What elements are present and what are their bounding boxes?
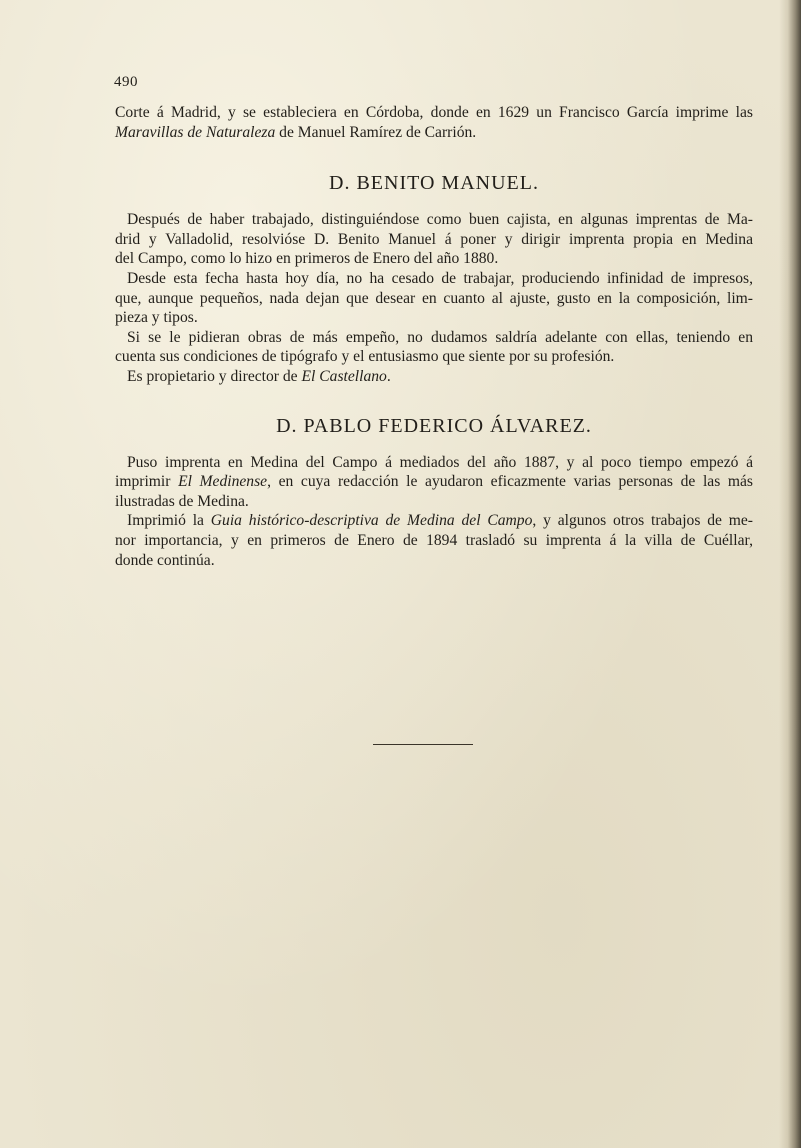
paragraph (115, 453, 753, 473)
paragraph (115, 511, 753, 531)
text-line (127, 511, 753, 531)
paragraph-continuation (115, 289, 753, 328)
text-line (115, 472, 753, 492)
text-line: nor importancia, y en primeros de Enero de 1894 trasladó su imprenta á la villa de Cuéllar, (115, 531, 753, 549)
paragraph-continuation (115, 531, 753, 570)
italic-title: El Medinense (178, 473, 268, 491)
text-fragment: . (386, 367, 391, 385)
paragraph (115, 367, 753, 387)
paragraph (115, 210, 753, 230)
text-line (127, 367, 753, 387)
text-line: Desde esta fecha hasta hoy día, no ha cesado de trabajar, produciendo infinidad de impresos, (127, 269, 753, 287)
text-fragment: Es propietario y director de (127, 367, 302, 385)
section-end-rule (373, 744, 473, 745)
page-number: 490 (114, 74, 138, 90)
text-line: drid y Valladolid, resolvióse D. Benito Manuel á poner y dirigir imprenta propia en Medina (115, 230, 753, 248)
text-line: donde continúa. (115, 551, 215, 569)
text-line: cuenta sus condiciones de tipógrafo y el entusiasmo que siente por su profesión. (115, 348, 615, 366)
paragraph-continuation (115, 472, 753, 511)
page-body (115, 103, 753, 570)
text-line (115, 123, 753, 143)
text-fragment: , en cuya redacción le ayudaron eficazmente varias personas de las más (267, 473, 753, 491)
text-line: Si se le pidieran obras de más empeño, no dudamos saldría adelante con ellas, teniendo en (127, 328, 753, 346)
text-fragment: imprimir (115, 473, 179, 491)
italic-title: Maravillas de Naturaleza (115, 123, 276, 141)
text-line: que, aunque pequeños, nada dejan que desear en cuanto al ajuste, gusto en la composición, lim- (115, 289, 753, 307)
italic-title: El Castellano (301, 367, 387, 385)
text-line: Puso imprenta en Medina del Campo á mediados del año 1887, y al poco tiempo empezó á (127, 453, 753, 471)
text-fragment: Imprimió la (127, 512, 211, 530)
text-line: Después de haber trabajado, distinguiéndose como buen cajista, en algunas imprentas de Ma- (127, 211, 753, 229)
paragraph-continuation (115, 347, 753, 367)
intro-paragraph (115, 103, 753, 142)
italic-title: Guia histórico-descriptiva de Medina del Campo (210, 512, 533, 530)
text-fragment: de Manuel Ramírez de Carrión. (275, 123, 477, 141)
text-line: del Campo, como lo hizo en primeros de Enero del año 1880. (115, 250, 499, 268)
page-edge-shadow (779, 0, 801, 1148)
paragraph (115, 269, 753, 289)
text-fragment: , y algunos otros trabajos de me- (532, 512, 753, 530)
paragraph-continuation (115, 230, 753, 269)
section-heading-pablo-federico-alvarez: D. PABLO FEDERICO ÁLVAREZ. (276, 414, 592, 437)
section-heading-benito-manuel: D. BENITO MANUEL. (329, 172, 539, 195)
text-line: Corte á Madrid, y se estableciera en Córdoba, donde en 1629 un Francisco García imprime las (115, 104, 753, 121)
text-line: pieza y tipos. (115, 309, 198, 327)
text-line: ilustradas de Medina. (115, 492, 249, 510)
paragraph (115, 328, 753, 348)
